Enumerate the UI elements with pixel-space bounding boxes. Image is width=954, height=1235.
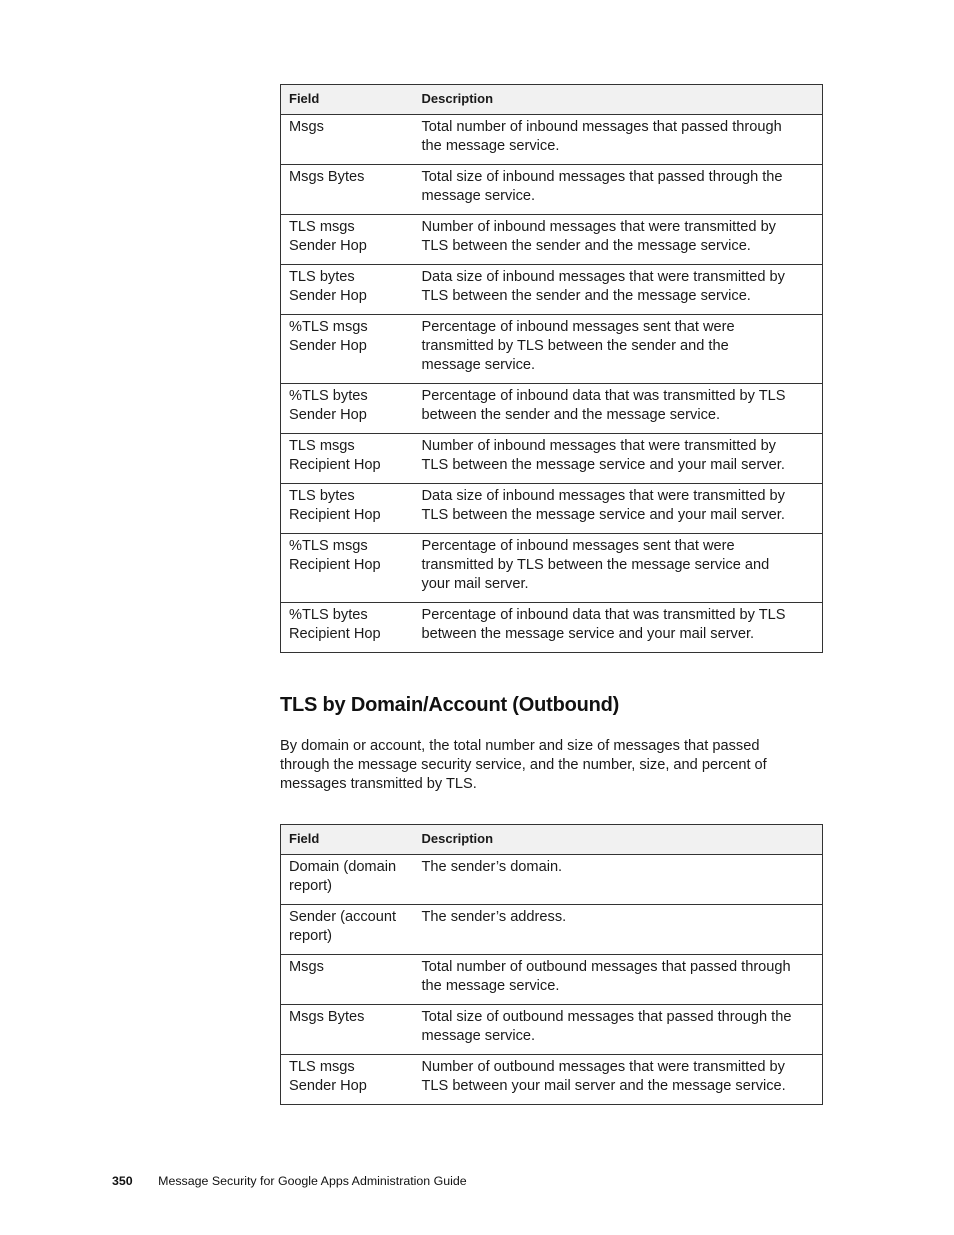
description-cell — [414, 1055, 823, 1105]
inbound-fields-table — [280, 84, 823, 653]
table-row — [281, 534, 823, 603]
intro-line: messages transmitted by TLS. — [280, 776, 477, 792]
description-text-line: message service. — [421, 357, 536, 373]
description-text-line: between the message service and your mail server. — [421, 626, 755, 642]
description-cell — [414, 1005, 823, 1055]
field-text-line: Recipient Hop — [289, 557, 381, 573]
description-text-line: TLS between the message service and your mail server. — [421, 457, 785, 473]
description-text-line: The sender’s domain. — [421, 859, 563, 875]
field-text-line: Sender Hop — [289, 238, 367, 254]
field-text-line: report) — [289, 878, 332, 894]
field-column-header: Field — [281, 85, 414, 115]
field-text-line: %TLS bytes — [289, 388, 368, 404]
description-text-line: transmitted by TLS between the sender and the — [421, 338, 729, 354]
description-column-header: Description — [414, 85, 823, 115]
description-text-line: Percentage of inbound data that was transmitted by TLS — [421, 607, 786, 623]
page-number: 350 — [112, 1174, 133, 1188]
description-text-line: Total number of outbound messages that passed through — [421, 959, 791, 975]
description-cell — [414, 905, 823, 955]
field-text-line: Sender (account — [289, 909, 397, 925]
description-text-line: message service. — [421, 1028, 536, 1044]
section-heading: TLS by Domain/Account (Outbound) — [280, 694, 620, 716]
description-cell — [414, 603, 823, 653]
description-text-line: TLS between the sender and the message service. — [421, 238, 751, 254]
description-text-line: the message service. — [421, 978, 560, 994]
field-cell — [281, 955, 414, 1005]
table-header-row — [281, 825, 823, 855]
description-text-line: Total size of outbound messages that passed through the — [421, 1009, 792, 1025]
table-row — [281, 315, 823, 384]
table-header-row — [281, 85, 823, 115]
table-row — [281, 265, 823, 315]
field-text-line: Msgs Bytes — [289, 1009, 365, 1025]
field-cell — [281, 855, 414, 905]
description-text-line: Total size of inbound messages that passed through the — [421, 169, 783, 185]
field-cell — [281, 315, 414, 384]
field-text-line: Domain (domain — [289, 859, 397, 875]
field-cell — [281, 905, 414, 955]
table-row — [281, 955, 823, 1005]
description-text-line: the message service. — [421, 138, 560, 154]
intro-line: through the message security service, and the number, size, and percent of — [280, 757, 767, 773]
table-row — [281, 905, 823, 955]
field-cell — [281, 115, 414, 165]
description-cell — [414, 484, 823, 534]
field-text-line: TLS bytes — [289, 269, 355, 285]
description-text-line: Percentage of inbound data that was transmitted by TLS — [421, 388, 786, 404]
field-text-line: Recipient Hop — [289, 457, 381, 473]
table-row — [281, 115, 823, 165]
description-text-line: Total number of inbound messages that passed through — [421, 119, 782, 135]
field-text-line: Sender Hop — [289, 338, 367, 354]
table-row — [281, 1005, 823, 1055]
field-cell — [281, 603, 414, 653]
field-cell — [281, 215, 414, 265]
description-column-header: Description — [414, 825, 823, 855]
description-cell — [414, 434, 823, 484]
field-text-line: Recipient Hop — [289, 626, 381, 642]
guide-title: Message Security for Google Apps Administration Guide — [158, 1174, 467, 1188]
field-text-line: Msgs — [289, 119, 324, 135]
description-text-line: Percentage of inbound messages sent that were — [421, 538, 735, 554]
outbound-fields-table — [280, 824, 823, 1105]
field-cell — [281, 265, 414, 315]
table-row — [281, 434, 823, 484]
field-text-line: %TLS msgs — [289, 538, 368, 554]
field-text-line: report) — [289, 928, 332, 944]
field-text-line: Sender Hop — [289, 288, 367, 304]
description-cell — [414, 115, 823, 165]
description-text-line: TLS between the message service and your mail server. — [421, 507, 785, 523]
field-text-line: %TLS msgs — [289, 319, 368, 335]
field-text-line: TLS msgs — [289, 219, 355, 235]
section-intro-paragraph — [280, 737, 840, 794]
field-column-header: Field — [281, 825, 414, 855]
description-text-line: Number of inbound messages that were transmitted by — [421, 219, 776, 235]
description-cell — [414, 384, 823, 434]
table-row — [281, 384, 823, 434]
field-text-line: Sender Hop — [289, 407, 367, 423]
field-text-line: TLS msgs — [289, 438, 355, 454]
description-text-line: The sender’s address. — [421, 909, 567, 925]
description-cell — [414, 534, 823, 603]
field-text-line: Msgs — [289, 959, 324, 975]
field-cell — [281, 1005, 414, 1055]
description-cell — [414, 165, 823, 215]
field-text-line: TLS bytes — [289, 488, 355, 504]
table-row — [281, 1055, 823, 1105]
table-row — [281, 215, 823, 265]
description-text-line: Data size of inbound messages that were transmitted by — [421, 488, 785, 504]
description-text-line: Number of inbound messages that were transmitted by — [421, 438, 776, 454]
table-row — [281, 603, 823, 653]
description-text-line: Number of outbound messages that were transmitted by — [421, 1059, 785, 1075]
description-text-line: TLS between your mail server and the message service. — [421, 1078, 786, 1094]
table-row — [281, 855, 823, 905]
description-text-line: Percentage of inbound messages sent that were — [421, 319, 735, 335]
field-cell — [281, 165, 414, 215]
description-text-line: TLS between the sender and the message service. — [421, 288, 751, 304]
description-cell — [414, 955, 823, 1005]
description-cell — [414, 855, 823, 905]
description-text-line: message service. — [421, 188, 536, 204]
table-row — [281, 165, 823, 215]
table-row — [281, 484, 823, 534]
field-cell — [281, 1055, 414, 1105]
field-text-line: Sender Hop — [289, 1078, 367, 1094]
field-cell — [281, 484, 414, 534]
field-text-line: %TLS bytes — [289, 607, 368, 623]
description-cell — [414, 265, 823, 315]
description-text-line: transmitted by TLS between the message service and — [421, 557, 770, 573]
description-text-line: your mail server. — [421, 576, 529, 592]
field-text-line: TLS msgs — [289, 1059, 355, 1075]
description-cell — [414, 315, 823, 384]
page-footer — [112, 1174, 467, 1188]
description-text-line: Data size of inbound messages that were transmitted by — [421, 269, 785, 285]
field-cell — [281, 534, 414, 603]
intro-line: By domain or account, the total number and size of messages that passed — [280, 738, 760, 754]
field-cell — [281, 384, 414, 434]
description-cell — [414, 215, 823, 265]
field-cell — [281, 434, 414, 484]
field-text-line: Msgs Bytes — [289, 169, 365, 185]
field-text-line: Recipient Hop — [289, 507, 381, 523]
description-text-line: between the sender and the message service. — [421, 407, 721, 423]
